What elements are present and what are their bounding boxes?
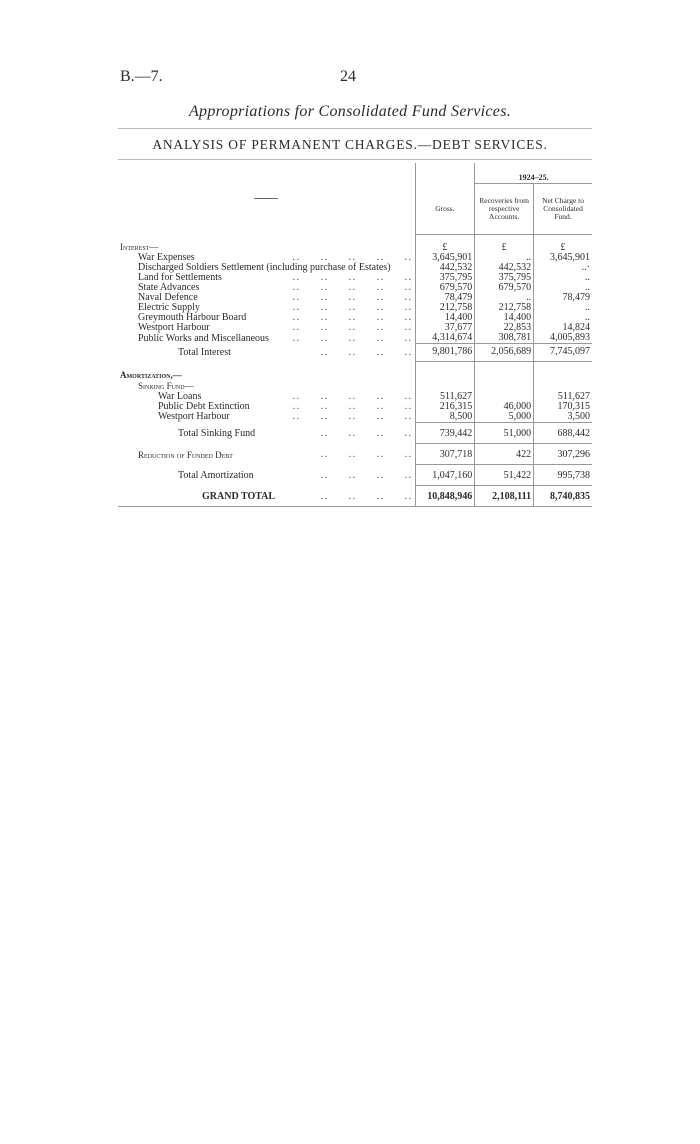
row-label: Public Debt Extinction xyxy=(158,400,250,412)
cell-recoveries: 46,000 xyxy=(475,402,534,412)
cell-gross: 216,315 xyxy=(415,402,475,412)
section-title: ANALYSIS OF PERMANENT CHARGES.—DEBT SERVICES. xyxy=(152,137,548,152)
cell-net: 3,500 xyxy=(534,412,592,423)
row-label: Naval Defence xyxy=(138,292,198,303)
currency-symbol: £ xyxy=(415,234,475,253)
cell-gross: 9,801,786 xyxy=(415,344,475,362)
amortization-heading: Amortization,— xyxy=(120,369,182,380)
table-top-rule xyxy=(118,159,592,160)
cell-gross: 679,570 xyxy=(415,283,475,293)
cell-net: 3,645,901 xyxy=(534,253,592,263)
cell-net: 4,005,893 xyxy=(534,333,592,344)
cell-recoveries: 212,758 xyxy=(475,303,534,313)
label-column-header xyxy=(118,163,415,234)
cell-gross: 10,848,946 xyxy=(415,485,475,506)
table-row: Public Debt Extinction .. .. .. .. .. 216,315 46,000 170,315 xyxy=(158,400,590,412)
col-net-header: Net Charge to Consolidated Fund. xyxy=(534,184,592,235)
cell-gross: 78,479 xyxy=(415,293,475,303)
currency-symbol: £ xyxy=(475,234,534,253)
cell-net: 170,315 xyxy=(534,402,592,412)
total-interest-row: Total Interest .. .. .. .. 9,801,786 2,056,689 7,745,097 xyxy=(118,344,592,362)
table-row: Public Works and Miscellaneous .. .. .. .. .. 4,314,674 308,781 4,005,893 xyxy=(138,332,590,344)
row-label: Public Works and Miscellaneous xyxy=(138,332,269,344)
row-label: Discharged Soldiers Settlement (including purchase of Estates) xyxy=(138,262,391,273)
page-title: Appropriations for Consolidated Fund Services. xyxy=(188,103,512,120)
cell-gross: 3,645,901 xyxy=(415,253,475,263)
cell-net: 511,627 xyxy=(534,392,592,402)
row-label: Total Amortization xyxy=(178,470,254,481)
row-label: GRAND TOTAL xyxy=(202,490,276,502)
cell-gross: 8,500 xyxy=(415,412,475,423)
cell-gross: 375,795 xyxy=(415,273,475,283)
cell-net: 307,296 xyxy=(534,443,592,464)
cell-recoveries: 14,400 xyxy=(475,313,534,323)
sinking-fund-rows xyxy=(118,392,592,423)
table-row: Westport Harbour .. .. .. .. .. 37,677 22,853 14,824 xyxy=(138,322,590,333)
title-rule xyxy=(118,128,592,129)
year-header: 1924–25. xyxy=(475,163,592,184)
row-label: Land for Settlements xyxy=(138,272,222,283)
cell-recoveries: 308,781 xyxy=(475,333,534,344)
table-year-row xyxy=(118,163,592,184)
cell-net: 14,824 xyxy=(534,323,592,333)
table-row: War Expenses .. .. .. .. .. 3,645,901 .. 3,645,901 xyxy=(138,252,590,263)
cell-net: .. xyxy=(534,273,592,283)
grand-total-row: GRAND TOTAL .. .. .. .. 10,848,946 2,108,111 8,740,835 xyxy=(118,485,592,506)
col-recoveries-header: Recoveries from respective Accounts. xyxy=(475,184,534,235)
cell-net: ..· xyxy=(534,263,592,273)
row-label: War Loans xyxy=(158,390,202,402)
cell-recoveries: 51,422 xyxy=(475,464,534,485)
table-row: Land for Settlements .. .. .. .. .. 375,795 375,795 .. xyxy=(138,272,590,283)
cell-net: 8,740,835 xyxy=(534,485,592,506)
table-row: Naval Defence .. .. .. .. .. 78,479 .. 78,479 xyxy=(138,292,590,303)
currency-symbol: £ xyxy=(534,234,592,253)
cell-recoveries: .. xyxy=(475,253,534,263)
cell-gross: 37,677 xyxy=(415,323,475,333)
cell-net: .. xyxy=(534,303,592,313)
cell-net: 78,479 xyxy=(534,293,592,303)
cell-recoveries: 679,570 xyxy=(475,283,534,293)
cell-gross: 212,758 xyxy=(415,303,475,313)
table-row: State Advances .. .. .. .. .. 679,570 679,570 .. xyxy=(138,282,590,293)
cell-recoveries: 422 xyxy=(475,443,534,464)
cell-recoveries: 375,795 xyxy=(475,273,534,283)
total-amortization-row: Total Amortization .. .. .. .. 1,047,160 51,422 995,738 xyxy=(118,464,592,485)
row-label: Electric Supply xyxy=(138,302,200,313)
total-sinking-row: Total Sinking Fund .. .. .. .. 739,442 51,000 688,442 xyxy=(118,422,592,443)
row-label: War Expenses xyxy=(138,252,195,263)
row-label: Greymouth Harbour Board xyxy=(138,312,247,323)
document-code: B.—7. xyxy=(120,68,163,85)
cell-recoveries: 22,853 xyxy=(475,323,534,333)
cell-recoveries: 2,056,689 xyxy=(475,344,534,362)
cell-net: .. xyxy=(534,283,592,293)
table-row: War Loans .. .. .. .. .. 511,627 511,627 xyxy=(158,390,590,402)
cell-gross: 307,718 xyxy=(415,443,475,464)
cell-gross: 511,627 xyxy=(415,392,475,402)
cell-gross: 14,400 xyxy=(415,313,475,323)
row-label: Reduction of Funded Debt xyxy=(138,450,233,460)
row-label: Total Sinking Fund xyxy=(178,428,256,439)
cell-gross: 739,442 xyxy=(415,422,475,443)
row-label: State Advances xyxy=(138,282,200,293)
amortization-heading-row xyxy=(118,362,592,381)
row-label: Westport Harbour xyxy=(158,411,230,422)
cell-recoveries: 5,000 xyxy=(475,412,534,423)
cell-net: .. xyxy=(534,313,592,323)
interest-heading: Interest— xyxy=(120,242,159,252)
table-row: Greymouth Harbour Board .. .. .. .. .. 14,400 14,400 .. xyxy=(138,312,590,323)
row-label: Westport Harbour xyxy=(138,322,210,333)
table-row: Westport Harbour .. .. .. .. .. 8,500 5,000 3,500 xyxy=(158,410,590,422)
cell-net: 7,745,097 xyxy=(534,344,592,362)
reduction-row: Reduction of Funded Debt .. .. .. .. 307,718 422 307,296 xyxy=(118,443,592,464)
row-label: Total Interest xyxy=(178,346,231,358)
cell-recoveries: 51,000 xyxy=(475,422,534,443)
sinking-fund-heading-row xyxy=(118,381,592,392)
cell-gross: 1,047,160 xyxy=(415,464,475,485)
cell-gross: 4,314,674 xyxy=(415,333,475,344)
cell-recoveries: 2,108,111 xyxy=(475,485,534,506)
currency-row xyxy=(118,234,592,253)
cell-gross: 442,532 xyxy=(415,263,475,273)
interest-rows xyxy=(118,253,592,344)
cell-net: 995,738 xyxy=(534,464,592,485)
cell-net: 688,442 xyxy=(534,422,592,443)
sinking-fund-heading: Sinking Fund— xyxy=(138,380,194,391)
debt-services-table xyxy=(118,163,592,507)
cell-recoveries: .. xyxy=(475,293,534,303)
table-row: Electric Supply .. .. .. .. .. 212,758 212,758 .. xyxy=(138,302,590,313)
col-gross-header: Gross. xyxy=(415,184,475,235)
cell-recoveries xyxy=(475,392,534,402)
page-number: 24 xyxy=(340,68,356,85)
cell-recoveries: 442,532 xyxy=(475,263,534,273)
